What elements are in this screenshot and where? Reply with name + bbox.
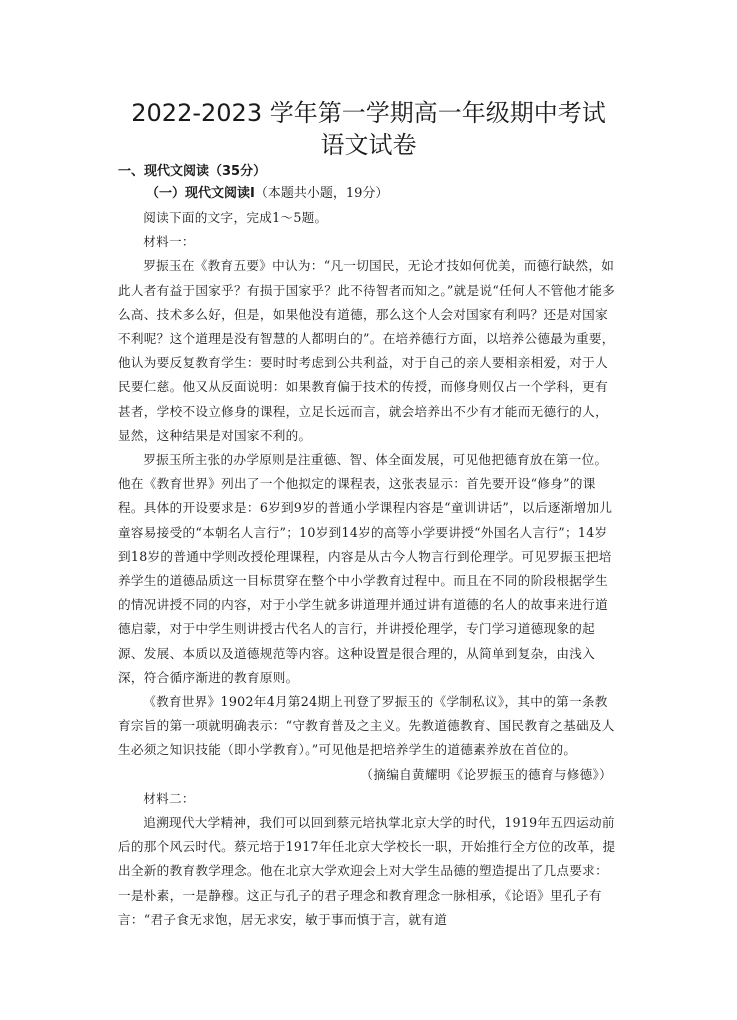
material1-paragraph-2: 罗振玉所主张的办学原则是注重德、智、体全面发展，可见他把德育放在第一位。他在《教育世界》列出了一个他拟定的课程表，这张表显示：首先要开设“修身”的课程。具体的开设要求是：6岁到9岁的普通小学课程内容是“童训讲话”，以后逐渐增加儿童容易接受的“本朝名人言行”；10岁到14岁的高等小学要讲授“外国名人言行”；14岁到18岁的普通中学则改授伦理课程，内容是从古今人物言行到伦理学。可见罗振玉把培养学生的道德品质这一目标贯穿在整个中小学教育过程中。而且在不同的阶段根据学生的情况讲授不同的内容，对于小学生就多讲道理并通过讲有道德的名人的故事来进行道德启蒙，对于中学生则讲授古代名人的言行，并讲授伦理学，专门学习道德现象的起源、发展、本质以及道德规范等内容。这种设置是很合理的，从简单到复杂，由浅入深，符合循序渐进的教育原则。 xyxy=(118,452,613,685)
material2-paragraph-1: 追溯现代大学精神，我们可以回到蔡元培执掌北京大学的时代，1919年五四运动前后的那个风云时代。蔡元培于1917年任北京大学校长一职，开始推行全方位的改革，提出全新的教育教学理念。他在北京大学欢迎会上对大学生品德的塑造提出了几点要求：一是朴素，一是静穆。这正与孔子的君子理念和教育理念一脉相承，《论语》里孔子有言：“君子食无求饱，居无求安，敏于事而慎于言，就有道 xyxy=(118,815,616,927)
material2-label: 材料二： xyxy=(143,790,195,806)
instruction-text: 阅读下面的文字，完成1～5题。 xyxy=(143,210,328,225)
material1-label: 材料一： xyxy=(143,234,195,250)
material1-paragraph-1: 罗振玉在《教育五要》中认为：“凡一切国民，无论才技如何优美，而德行缺然，如此人者有益于国家乎？有损于国家乎？此不待智者而知之。”就是说“任何人不管他才能多么高、技术多么好，但是，如果他没有道德，那么这个人会对国家有利吗？还是对国家不利呢？这个道理是没有智慧的人都明白的”。在培养德行方面，以培养公德最为重要，他认为要反复教育学生：要时时考虑到公共利益，对于自己的亲人要相亲相爱，对于人民要仁慈。他又从反面说明：如果教育偏于技术的传授，而修身则仅占一个学科，更有甚者，学校不设立修身的课程，立足长远而言，就会培养出不少有才能而无德行的人，显然，这种结果是对国家不利的。 xyxy=(118,258,616,443)
exam-subtitle: 语文试卷 xyxy=(320,131,417,159)
sub-section-title: （一）现代文阅读Ⅰ xyxy=(146,186,255,201)
reading-passage xyxy=(118,206,616,932)
material1-paragraph-3: 《教育世界》1902年4月第24期上刊登了罗振玉的《学制私议》，其中的第一条教育宗旨的第一项就明确表示：“守教育普及之主义。先教道德教育、国民教育之基础及人生必须之知识技能（即小学教育）。”可见他是把培养学生的道德素养放在首位的。 xyxy=(118,694,615,758)
sub-section-heading xyxy=(146,185,388,203)
sub-section-note: （本题共小题，19分） xyxy=(254,186,389,201)
section-heading: 一、现代文阅读（35分） xyxy=(118,164,267,179)
material1-source: （摘编自黄耀明《论罗振玉的德育与修德》） xyxy=(360,766,612,782)
exam-title: 2022-2023 学年第一学期高一年级期中考试 xyxy=(131,99,606,127)
